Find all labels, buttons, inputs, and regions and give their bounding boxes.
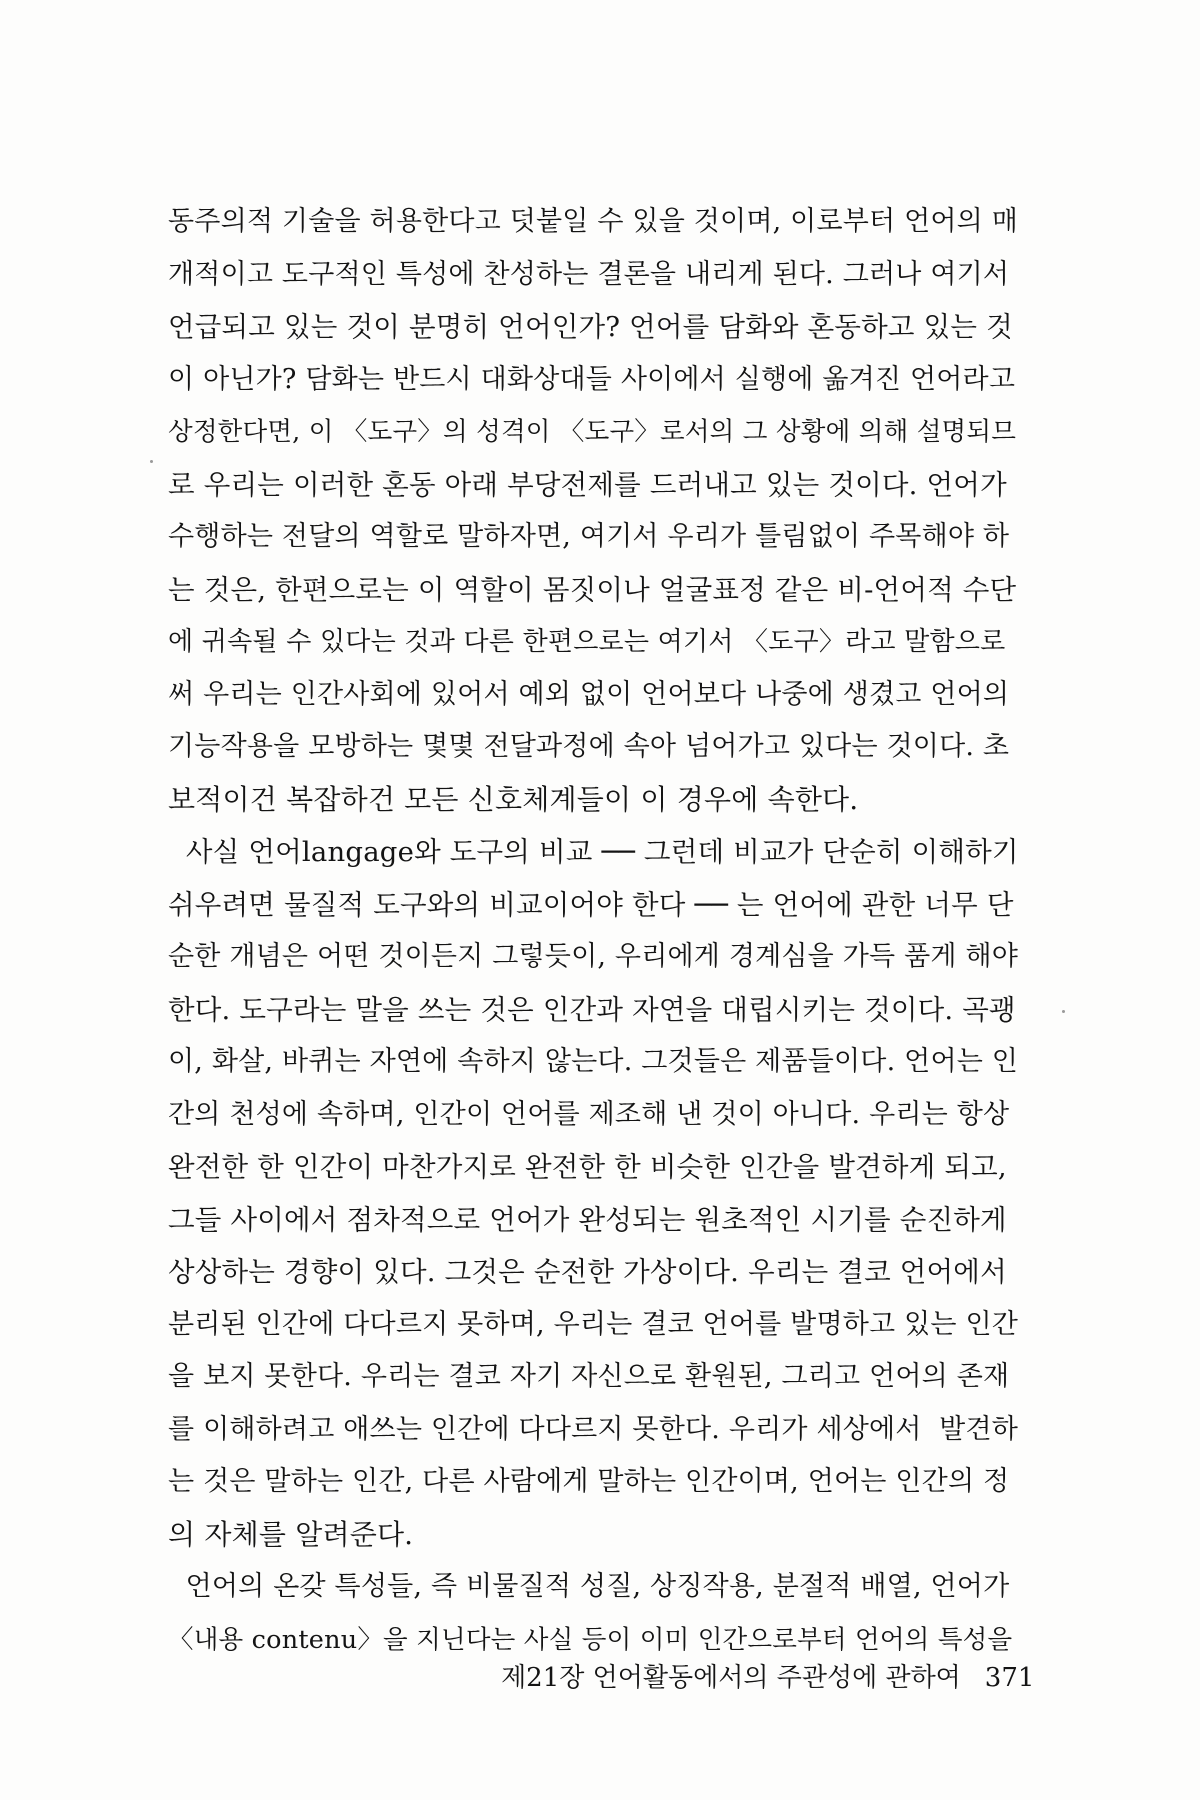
- text-line: 〈내용 contenu〉을 지닌다는 사실 등이 이미 인간으로부터 언어의 특성을: [168, 1624, 1013, 1655]
- text-line: 사실 언어langage와 도구의 비교 ── 그런데 비교가 단순히 이해하기: [168, 836, 1019, 868]
- text-line: 순한 개념은 어떤 것이든지 그렇듯이, 우리에게 경계심을 가득 품게 해야: [168, 941, 1019, 972]
- text-line: 을 보지 못한다. 우리는 결코 자기 자신으로 환원된, 그리고 언어의 존재: [168, 1361, 1010, 1392]
- body-text: [168, 196, 1020, 1666]
- scan-speck: [1062, 1010, 1065, 1013]
- text-line: 간의 천성에 속하며, 인간이 언어를 제조해 낸 것이 아니다. 우리는 항상: [168, 1098, 1010, 1130]
- text-line: 는 것은 말하는 인간, 다른 사람에게 말하는 인간이며, 언어는 인간의 정: [168, 1466, 1010, 1497]
- text-line: 이, 화살, 바퀴는 자연에 속하지 않는다. 그것들은 제품들이다. 언어는 인: [168, 1046, 1019, 1077]
- text-line: 언어의 온갖 특성들, 즉 비물질적 성질, 상징작용, 분절적 배열, 언어가: [168, 1571, 1010, 1602]
- text-line: 분리된 인간에 다다르지 못하며, 우리는 결코 언어를 발명하고 있는 인간: [168, 1308, 1019, 1340]
- scan-speck: [150, 460, 153, 463]
- page-number: 371: [984, 1663, 1035, 1693]
- text-line: 는 것은, 한편으로는 이 역할이 몸짓이나 얼굴표정 같은 비-언어적 수단: [168, 573, 1017, 606]
- text-line: 보적이건 복잡하건 모든 신호체계들이 이 경우에 속한다.: [168, 782, 859, 816]
- text-line: 그들 사이에서 점차적으로 언어가 완성되는 원초적인 시기를 순진하게: [168, 1203, 1007, 1236]
- text-line: 상상하는 경향이 있다. 그것은 순전한 가상이다. 우리는 결코 언어에서: [168, 1256, 1007, 1288]
- text-line: 로 우리는 이러한 혼동 아래 부당전제를 드러내고 있는 것이다. 언어가: [168, 468, 1007, 501]
- text-line: 에 귀속될 수 있다는 것과 다른 한편으로는 여기서 〈도구〉라고 말함으로: [168, 627, 1006, 657]
- text-line: 완전한 한 인간이 마찬가지로 완전한 한 비슷한 인간을 발견하게 되고,: [168, 1151, 1007, 1183]
- text-line: 상정한다면, 이 〈도구〉의 성격이 〈도구〉로서의 그 상황에 의해 설명되므: [168, 417, 1017, 447]
- text-line: 써 우리는 인간사회에 있어서 예외 없이 언어보다 나중에 생겼고 언어의: [168, 678, 1010, 710]
- text-line: 이 아닌가? 담화는 반드시 대화상대들 사이에서 실행에 옮겨진 언어라고: [168, 363, 1016, 395]
- text-line: 수행하는 전달의 역할로 말하자면, 여기서 우리가 틀림없이 주목해야 하: [168, 521, 1010, 552]
- chapter-title: 제21장 언어활동에서의 주관성에 관하여: [501, 1663, 961, 1693]
- text-line: 의 자체를 알려준다.: [168, 1517, 414, 1551]
- text-line: 개적이고 도구적인 특성에 찬성하는 결론을 내리게 된다. 그러나 여기서: [168, 258, 1010, 290]
- text-line: 기능작용을 모방하는 몇몇 전달과정에 속아 넘어가고 있다는 것이다. 초: [168, 731, 1010, 762]
- running-footer: [468, 1612, 1035, 1693]
- text-line: 동주의적 기술을 허용한다고 덧붙일 수 있을 것이며, 이로부터 언어의 매: [168, 206, 1019, 237]
- text-line: 쉬우려면 물질적 도구와의 비교이어야 한다 ── 는 언어에 관한 너무 단: [168, 888, 1014, 921]
- text-line: 한다. 도구라는 말을 쓰는 것은 인간과 자연을 대립시키는 것이다. 곡괭: [168, 993, 1016, 1026]
- text-line: 언급되고 있는 것이 분명히 언어인가? 언어를 담화와 혼동하고 있는 것: [168, 311, 1013, 343]
- text-line: 를 이해하려고 애쓰는 인간에 다다르지 못한다. 우리가 세상에서 발견하: [168, 1413, 1019, 1445]
